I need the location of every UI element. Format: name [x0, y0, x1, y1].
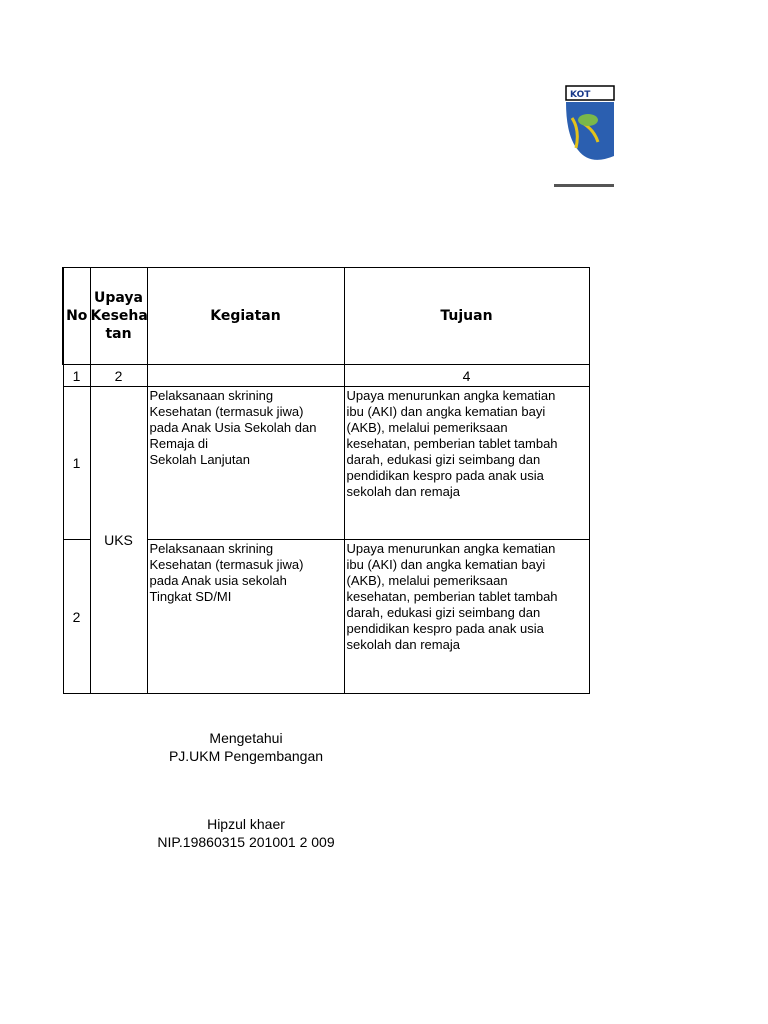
upaya-uks: UKS [90, 387, 147, 694]
header-row [63, 268, 589, 365]
numbering-row [63, 365, 589, 387]
header-kegiatan: Kegiatan [147, 268, 344, 365]
header-upaya: Upaya Keseha tan [90, 268, 147, 365]
acknowledge-label: Mengetahui [209, 730, 283, 746]
kegiatan-cell: Pelaksanaan skrining Kesehatan (termasuk jiwa) pada Anak usia sekolah Tingkat SD/MI [147, 540, 344, 694]
position-title: PJ.UKM Pengembangan [168, 748, 324, 764]
signatory-name: Hipzul khaer [207, 816, 285, 832]
number-col-2: 2 [90, 365, 147, 387]
activity-table [62, 267, 590, 694]
table-row [63, 387, 589, 540]
logo-text: KOT [570, 90, 591, 100]
acknowledgement-block [150, 729, 342, 765]
signatory-block [150, 815, 342, 851]
number-col-1: 1 [63, 365, 90, 387]
emblem-logo [554, 84, 591, 188]
header-tujuan: Tujuan [344, 268, 589, 365]
number-col-4: 4 [344, 365, 589, 387]
tujuan-cell: Upaya menurunkan angka kematian ibu (AKI) dan angka kematian bayi (AKB), melalui pemeriksaan kesehatan, pemberian tablet tambah darah, edukasi gizi seimbang dan pendidikan kespro pada anak usia sekolah dan remaja [344, 387, 589, 540]
header-no: No [63, 268, 90, 365]
number-col-3 [147, 365, 344, 387]
row-number: 1 [63, 387, 90, 540]
kegiatan-cell: Pelaksanaan skrining Kesehatan (termasuk jiwa) pada Anak Usia Sekolah dan Remaja di Sekolah Lanjutan [147, 387, 344, 540]
tujuan-cell: Upaya menurunkan angka kematian ibu (AKI) dan angka kematian bayi (AKB), melalui pemeriksaan kesehatan, pemberian tablet tambah darah, edukasi gizi seimbang dan pendidikan kespro pada anak usia sekolah dan remaja [344, 540, 589, 694]
row-number: 2 [63, 540, 90, 694]
signatory-nip: NIP.19860315 201001 2 009 [157, 834, 335, 850]
